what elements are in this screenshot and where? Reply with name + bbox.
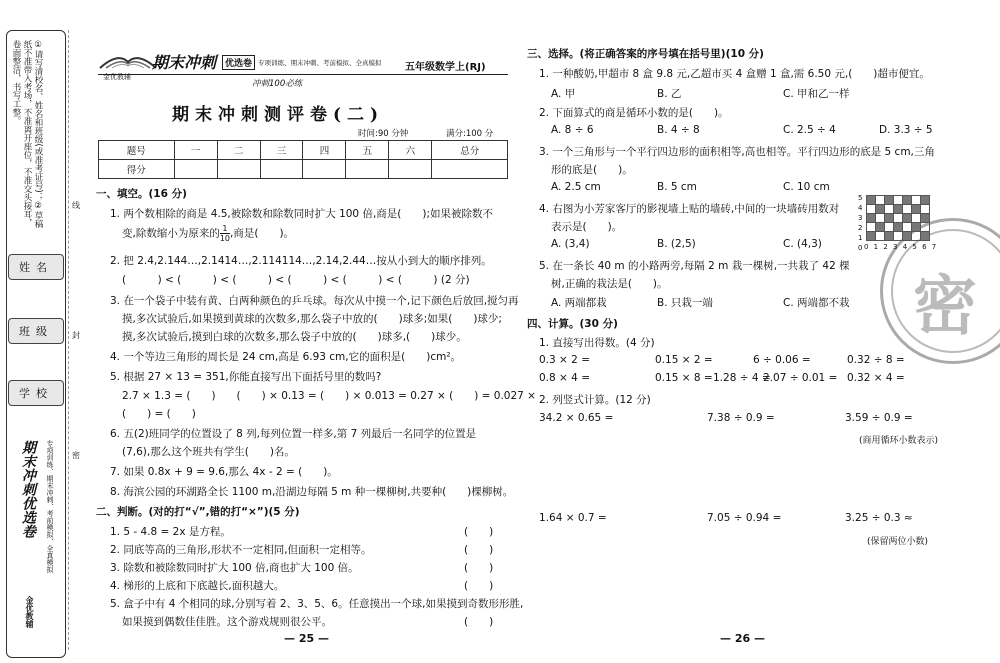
question-text: 2. 列竖式计算。(12 分) bbox=[539, 394, 651, 406]
question-text: 1. 5 - 4.8 = 2x 是方程。 bbox=[110, 526, 231, 538]
exam-time: 时间:90 分钟 bbox=[358, 129, 409, 139]
page-title: 期末冲刺测评卷(二) bbox=[172, 105, 385, 125]
question-text: ( ) < ( ) < ( ) < ( ) < ( ) < ( ) (2 分) bbox=[122, 274, 470, 286]
calc-item: 0.15 × 8 = bbox=[655, 372, 713, 384]
header-tagline: 专项训练、期末冲刺、考前模拟、全真模拟 bbox=[258, 59, 382, 67]
header-badge: 冲刺100必练 bbox=[252, 79, 303, 89]
fraction bbox=[220, 224, 230, 243]
question-text-part: ,商是( )。 bbox=[230, 227, 295, 240]
calc-item: 7.05 ÷ 0.94 = bbox=[707, 512, 782, 524]
question-text: 2.7 × 1.3 = ( ) ( ) × 0.13 = ( ) × 0.013 = 0.27 × ( ) = 0.027 × bbox=[122, 390, 536, 402]
score-table bbox=[98, 140, 508, 179]
question-text: 5. 在一条长 40 m 的小路两旁,每隔 2 m 栽一棵树,一共栽了 42 棵 bbox=[539, 260, 850, 272]
question-text: 形的底是( )。 bbox=[551, 164, 633, 176]
book-logo-icon bbox=[98, 48, 158, 72]
score-cell: 一 bbox=[174, 141, 217, 160]
choice-option[interactable]: B. 只栽一端 bbox=[657, 297, 713, 309]
stamp-text: 密 bbox=[913, 270, 977, 344]
y-label: 5 bbox=[858, 194, 863, 202]
question-text: 5. 盒子中有 4 个相同的球,分别写着 2、3、5、6。任意摸出一个球,如果摸到奇数形形胜, bbox=[110, 598, 524, 610]
choice-option[interactable]: C. 2.5 ÷ 4 bbox=[783, 124, 836, 136]
class-field-label: 班级 bbox=[8, 318, 64, 344]
answer-bracket[interactable]: ( ) bbox=[464, 526, 494, 538]
score-cell: 二 bbox=[217, 141, 260, 160]
y-label: 2 bbox=[858, 224, 863, 232]
calc-item: 6 ÷ 0.06 = bbox=[753, 354, 811, 366]
score-input-cell[interactable] bbox=[303, 160, 346, 179]
cut-label-xian: 线 bbox=[72, 201, 80, 210]
score-input-cell[interactable] bbox=[217, 160, 260, 179]
question-text: 6. 五(2)班同学的位置设了 8 列,每列位置一样多,第 7 列最后一名同学的位置是 bbox=[110, 428, 477, 440]
choice-option[interactable]: B. 乙 bbox=[657, 88, 682, 100]
question-text: 1. 一种酸奶,甲超市 8 盒 9.8 元,乙超市买 4 盒赠 1 盒,需 6.50 元,( )超市便宜。 bbox=[539, 68, 930, 80]
calc-note: (保留两位小数) bbox=[867, 537, 929, 547]
cut-label-mi: 密 bbox=[72, 451, 80, 460]
score-table-row bbox=[99, 160, 508, 179]
choice-option[interactable]: B. (2,5) bbox=[657, 238, 696, 250]
header-logo-main: 期末冲刺 bbox=[152, 53, 217, 72]
calc-item: 0.3 × 2 = bbox=[539, 354, 590, 366]
y-label: 3 bbox=[858, 214, 863, 222]
choice-option[interactable]: A. 两端都栽 bbox=[551, 297, 607, 309]
calc-item: 0.32 ÷ 8 = bbox=[847, 354, 905, 366]
question-text: 4. 一个等边三角形的周长是 24 cm,高是 6.93 cm,它的面积是( )cm²。 bbox=[110, 351, 462, 363]
question-text bbox=[122, 224, 294, 243]
y-label: 4 bbox=[858, 204, 863, 212]
figure-y-labels bbox=[858, 193, 862, 253]
strip-publisher: 金优教辅 bbox=[25, 596, 34, 628]
page-number-right: — 26 — bbox=[720, 632, 765, 645]
page-number-left: — 25 — bbox=[284, 632, 329, 645]
section-fill-title: 一、填空。(16 分) bbox=[96, 188, 187, 200]
header-logo-sub: 优选卷 bbox=[222, 55, 255, 70]
name-field-label: 姓名 bbox=[8, 254, 64, 280]
choice-option[interactable]: D. 3.3 ÷ 5 bbox=[879, 124, 933, 136]
calc-item: 0.15 × 2 = bbox=[655, 354, 713, 366]
cut-line bbox=[68, 30, 69, 650]
question-text: 2. 下面算式的商是循环小数的是( )。 bbox=[539, 107, 729, 119]
fraction-numerator: 1 bbox=[220, 224, 230, 234]
y-label: 1 bbox=[858, 234, 863, 242]
calc-item: 3.59 ÷ 0.9 = bbox=[845, 412, 913, 424]
exam-total-score: 满分:100 分 bbox=[446, 129, 494, 139]
question-text: (7,6),那么这个班共有学生( )名。 bbox=[122, 446, 295, 458]
question-text: 如果摸到偶数佳佳胜。这个游戏规则很公平。 bbox=[122, 616, 332, 628]
cut-label-feng: 封 bbox=[72, 331, 80, 340]
section-calc-title: 四、计算。(30 分) bbox=[527, 318, 618, 330]
choice-option[interactable]: A. 8 ÷ 6 bbox=[551, 124, 594, 136]
question-text: 表示是( )。 bbox=[551, 221, 623, 233]
question-text: 3. 除数和被除数同时扩大 100 倍,商也扩大 100 倍。 bbox=[110, 562, 359, 574]
choice-option[interactable]: C. 两端都不栽 bbox=[783, 297, 850, 309]
score-input-cell[interactable] bbox=[346, 160, 389, 179]
question-text: ( ) = ( ) bbox=[122, 408, 196, 420]
calc-item: 1.64 × 0.7 = bbox=[539, 512, 607, 524]
choice-option[interactable]: C. 甲和乙一样 bbox=[783, 88, 850, 100]
school-field-label: 学校 bbox=[8, 380, 64, 406]
score-cell: 三 bbox=[260, 141, 303, 160]
section-choice-title: 三、选择。(将正确答案的序号填在括号里)(10 分) bbox=[527, 48, 764, 60]
score-cell: 六 bbox=[389, 141, 432, 160]
question-text: 4. 右图为小芳家客厅的影视墙上贴的墙砖,中间的一块墙砖用数对 bbox=[539, 203, 840, 215]
choice-option[interactable]: A. 2.5 cm bbox=[551, 181, 601, 193]
question-text: 3. 一个三角形与一个平行四边形的面积相等,高也相等。平行四边形的底是 5 cm,三角 bbox=[539, 146, 935, 158]
choice-option[interactable]: B. 4 ÷ 8 bbox=[657, 124, 700, 136]
score-input-cell[interactable] bbox=[260, 160, 303, 179]
calc-item: 0.32 × 4 = bbox=[847, 372, 905, 384]
strip-brand: 期末冲刺优选卷 bbox=[20, 440, 36, 538]
score-table-row bbox=[99, 141, 508, 160]
score-cell: 得分 bbox=[99, 160, 175, 179]
score-input-cell[interactable] bbox=[389, 160, 432, 179]
fraction-denominator: 10 bbox=[219, 234, 231, 243]
question-text: 2. 同底等高的三角形,形状不一定相同,但面积一定相等。 bbox=[110, 544, 372, 556]
header-grade: 五年级数学上(RJ) bbox=[405, 62, 486, 73]
score-cell: 题号 bbox=[99, 141, 175, 160]
calc-item: 34.2 × 0.65 = bbox=[539, 412, 614, 424]
question-text: 3. 在一个袋子中装有黄、白两种颜色的乒乓球。每次从中摸一个,记下颜色后放回,搅匀再 bbox=[110, 295, 519, 307]
calc-item: 7.38 ÷ 0.9 = bbox=[707, 412, 775, 424]
choice-option[interactable]: A. (3,4) bbox=[551, 238, 590, 250]
question-text: 2. 把 2.4,2.144…,2.1414…,2.114114…,2.14,2.44…按从小到大的顺序排列。 bbox=[110, 255, 492, 267]
y-label: 0 bbox=[858, 244, 863, 252]
calc-item: 2.07 ÷ 0.01 = bbox=[763, 372, 838, 384]
question-text: 4. 梯形的上底和下底越长,面积越大。 bbox=[110, 580, 285, 592]
question-text: 1. 两个数相除的商是 4.5,被除数和除数同时扩大 100 倍,商是( );如果被除数不 bbox=[110, 208, 494, 220]
figure-x-labels: 0 1 2 3 4 5 6 7 bbox=[864, 243, 938, 251]
question-text: 7. 如果 0.8x + 9 = 9.6,那么 4x - 2 = ( )。 bbox=[110, 466, 338, 478]
calc-item: 1.28 ÷ 4 = bbox=[713, 372, 771, 384]
choice-option[interactable]: C. (4,3) bbox=[783, 238, 822, 250]
choice-option[interactable]: B. 5 cm bbox=[657, 181, 697, 193]
score-cell: 四 bbox=[303, 141, 346, 160]
choice-option[interactable]: C. 10 cm bbox=[783, 181, 830, 193]
header-rule bbox=[98, 74, 508, 75]
header-publisher: 金优教辅 bbox=[103, 73, 131, 81]
question-text: 5. 根据 27 × 13 = 351,你能直接写出下面括号里的数吗? bbox=[110, 371, 382, 383]
section-judge-title: 二、判断。(对的打“√”,错的打“×”)(5 分) bbox=[96, 506, 300, 518]
question-text-part: 变,除数缩小为原来的 bbox=[122, 227, 220, 240]
answer-bracket[interactable]: ( ) bbox=[464, 580, 494, 592]
score-cell: 总分 bbox=[432, 141, 508, 160]
score-cell: 五 bbox=[346, 141, 389, 160]
strip-instructions: ①请写清校名、姓名和班级(或准考证号)；②草稿纸不准带入考场，不准离开座位，不准交头接耳，卷面整洁，书写工整。 bbox=[11, 40, 43, 229]
answer-bracket[interactable]: ( ) bbox=[464, 616, 494, 628]
question-text: 1. 直接写出得数。(4 分) bbox=[539, 337, 655, 349]
calc-item: 3.25 ÷ 0.3 ≈ bbox=[845, 512, 913, 524]
score-input-cell[interactable] bbox=[432, 160, 508, 179]
question-text: 8. 海滨公园的环湖路全长 1100 m,沿湖边每隔 5 m 种一棵柳树,共要种( )棵柳树。 bbox=[110, 486, 514, 498]
choice-option[interactable]: A. 甲 bbox=[551, 88, 576, 100]
answer-bracket[interactable]: ( ) bbox=[464, 544, 494, 556]
score-input-cell[interactable] bbox=[174, 160, 217, 179]
question-text: 树,正确的栽法是( )。 bbox=[551, 278, 668, 290]
calc-item: 0.8 × 4 = bbox=[539, 372, 590, 384]
calc-note: (商用循环小数表示) bbox=[859, 436, 939, 446]
question-text: 摸,多次试验后,如果摸到黄球的次数多,那么袋子中放的( )球多;如果( )球少; bbox=[122, 313, 502, 325]
strip-brand-sub: 专项训练、期末冲刺、考前模拟、全真模拟 bbox=[46, 440, 54, 573]
question-text: 摸,多次试验后,摸到白球的次数多,那么袋子中放的( )球多,( )球少。 bbox=[122, 331, 467, 343]
answer-bracket[interactable]: ( ) bbox=[464, 562, 494, 574]
tile-grid bbox=[866, 195, 930, 241]
